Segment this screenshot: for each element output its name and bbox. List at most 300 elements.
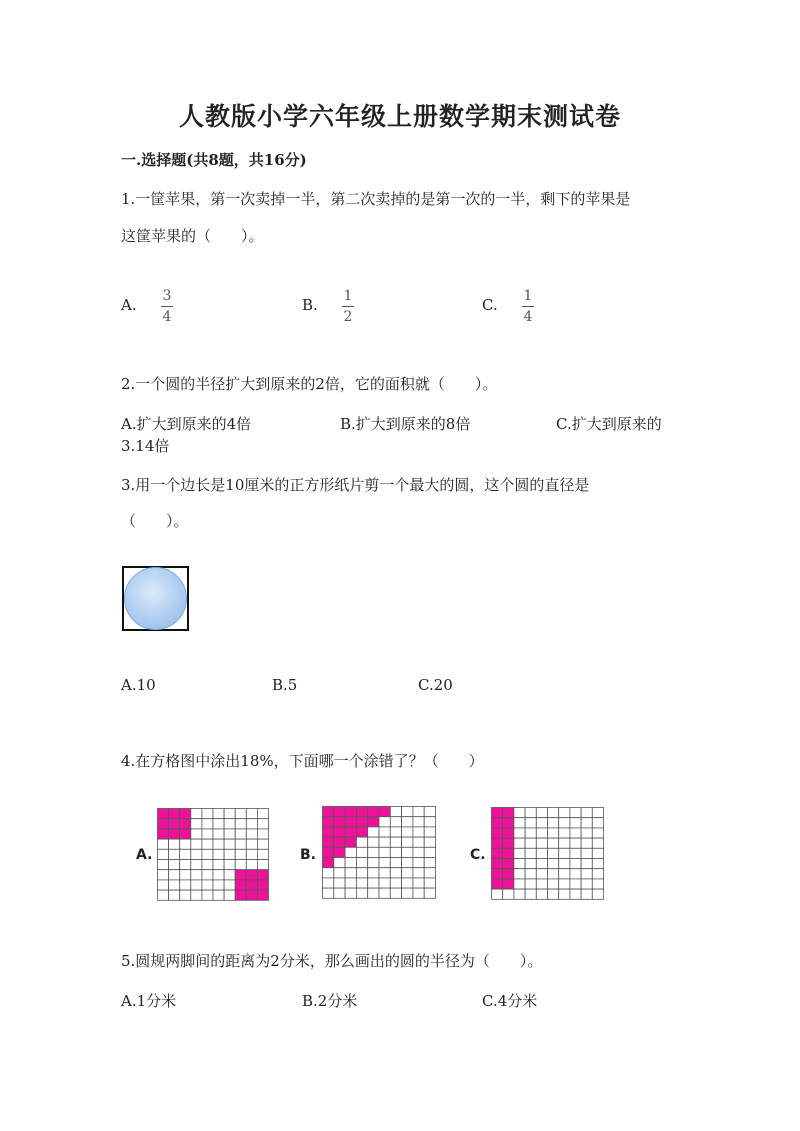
grid-cell — [202, 880, 213, 890]
fraction-bar — [161, 306, 173, 307]
grid-cell — [224, 870, 235, 880]
grid-cell — [424, 858, 435, 868]
question-4-text: 4.在方格图中涂出18%，下面哪一个涂错了？（ ） — [121, 752, 484, 770]
grid-cell — [390, 827, 401, 837]
grid-cell — [246, 880, 257, 890]
grid-cell — [379, 858, 390, 868]
grid-cell — [213, 819, 224, 829]
grid-cell — [246, 890, 257, 900]
grid-cell — [368, 858, 379, 868]
q5-option-b: B.2分米 — [302, 992, 358, 1010]
grid-cell — [503, 838, 514, 848]
grid-cell — [169, 880, 180, 890]
grid-cell — [559, 818, 570, 828]
grid-cell — [536, 859, 547, 869]
grid-cell — [257, 829, 268, 839]
grid-cell — [368, 868, 379, 878]
grid-cell — [246, 839, 257, 849]
grid-cell — [492, 859, 503, 869]
grid-cell — [402, 888, 413, 898]
grid-cell — [390, 878, 401, 888]
q3-option-a: A.10 — [121, 676, 156, 694]
grid-cell — [503, 848, 514, 858]
grid-cell — [424, 817, 435, 827]
grid-cell — [180, 860, 191, 870]
grid-cell — [559, 848, 570, 858]
grid-cell — [235, 880, 246, 890]
fraction-bar — [342, 306, 354, 307]
grid-cell — [581, 838, 592, 848]
grid-cell — [525, 859, 536, 869]
grid-cell — [345, 868, 356, 878]
grid-cell — [424, 837, 435, 847]
grid-cell — [202, 839, 213, 849]
grid-cell — [525, 879, 536, 889]
grid-cell — [525, 808, 536, 818]
grid-cell — [570, 818, 581, 828]
grid-cell — [402, 807, 413, 817]
grid-cell — [169, 849, 180, 859]
grid-cell — [345, 888, 356, 898]
grid-cell — [536, 818, 547, 828]
grid-cell — [356, 878, 367, 888]
grid-cell — [390, 807, 401, 817]
grid-cell — [235, 870, 246, 880]
grid-cell — [334, 817, 345, 827]
grid-cell — [368, 817, 379, 827]
grid-cell — [246, 819, 257, 829]
grid-cell — [503, 818, 514, 828]
grid-cell — [368, 878, 379, 888]
grid-cell — [180, 880, 191, 890]
grid-cell — [323, 807, 334, 817]
grid-cell — [581, 869, 592, 879]
grid-a-label: A. — [136, 847, 153, 863]
grid-cell — [323, 837, 334, 847]
grid-cell — [202, 890, 213, 900]
q1-option-a-denominator: 4 — [162, 309, 172, 325]
grid-cell — [379, 847, 390, 857]
q2-option-a: A.扩大到原来的4倍 — [121, 415, 252, 433]
grid-cell — [402, 858, 413, 868]
grid-cell — [559, 838, 570, 848]
q1-option-a-label: A. — [121, 296, 137, 314]
grid-cell — [345, 837, 356, 847]
q1-option-c-label: C. — [482, 296, 498, 314]
grid-cell — [180, 849, 191, 859]
grid-cell — [356, 847, 367, 857]
grid-cell — [235, 849, 246, 859]
grid-cell — [424, 868, 435, 878]
grid-cell — [559, 828, 570, 838]
grid-cell — [559, 859, 570, 869]
grid-cell — [525, 838, 536, 848]
grid-cell — [592, 818, 603, 828]
grid-cell — [257, 839, 268, 849]
grid-cell — [158, 890, 169, 900]
grid-cell — [323, 858, 334, 868]
grid-cell — [224, 890, 235, 900]
grid-cell — [235, 860, 246, 870]
grid-cell — [379, 817, 390, 827]
grid-cell — [503, 828, 514, 838]
grid-cell — [257, 849, 268, 859]
grid-cell — [191, 870, 202, 880]
grid-cell — [592, 838, 603, 848]
grid-cell — [413, 827, 424, 837]
grid-cell — [323, 827, 334, 837]
question-3-line1: 3.用一个边长是10厘米的正方形纸片剪一个最大的圆，这个圆的直径是 — [121, 476, 590, 494]
grid-cell — [334, 807, 345, 817]
inscribed-circle — [125, 568, 187, 630]
grid-cell — [525, 848, 536, 858]
q2-option-c-wrap: 3.14倍 — [121, 437, 170, 455]
grid-cell — [191, 880, 202, 890]
grid-cell — [379, 827, 390, 837]
grid-cell — [169, 809, 180, 819]
grid-cell — [224, 829, 235, 839]
grid-cell — [559, 879, 570, 889]
grid-cell — [224, 849, 235, 859]
grid-cell — [402, 878, 413, 888]
grid-cell — [492, 848, 503, 858]
grid-cell — [169, 819, 180, 829]
grid-cell — [356, 858, 367, 868]
grid-cell — [345, 858, 356, 868]
grid-cell — [379, 837, 390, 847]
grid-cell — [213, 829, 224, 839]
grid-cell — [323, 878, 334, 888]
grid-cell — [180, 870, 191, 880]
grid-cell — [334, 837, 345, 847]
grid-cell — [257, 880, 268, 890]
grid-cell — [368, 888, 379, 898]
grid-cell — [368, 847, 379, 857]
grid-cell — [379, 807, 390, 817]
grid-cell — [492, 828, 503, 838]
grid-cell — [390, 847, 401, 857]
grid-cell — [191, 890, 202, 900]
grid-cell — [191, 839, 202, 849]
grid-cell — [514, 838, 525, 848]
q1-option-a-fraction — [161, 289, 173, 324]
grid-cell — [548, 848, 559, 858]
grid-cell — [390, 868, 401, 878]
grid-cell — [413, 847, 424, 857]
grid-cell — [334, 827, 345, 837]
grid-cell — [559, 889, 570, 899]
grid-cell — [592, 869, 603, 879]
grid-cell — [402, 847, 413, 857]
grid-cell — [368, 837, 379, 847]
grid-cell — [356, 817, 367, 827]
grid-cell — [257, 809, 268, 819]
grid-cell — [514, 828, 525, 838]
grid-cell — [492, 889, 503, 899]
grid-cell — [235, 839, 246, 849]
grid-cell — [413, 817, 424, 827]
grid-cell — [345, 827, 356, 837]
grid-cell — [514, 869, 525, 879]
grid-cell — [191, 809, 202, 819]
grid-c-figure — [491, 807, 605, 901]
grid-cell — [235, 890, 246, 900]
question-3-line2: （ ）。 — [121, 512, 189, 530]
grid-cell — [345, 878, 356, 888]
grid-cell — [570, 889, 581, 899]
grid-cell — [213, 860, 224, 870]
grid-cell — [169, 839, 180, 849]
grid-cell — [158, 839, 169, 849]
section-heading: 一.选择题(共8题，共16分) — [121, 151, 307, 169]
q1-option-a-numerator: 3 — [162, 288, 172, 304]
grid-cell — [158, 849, 169, 859]
grid-cell — [503, 859, 514, 869]
grid-cell — [503, 879, 514, 889]
grid-cell — [570, 879, 581, 889]
grid-cell — [379, 868, 390, 878]
grid-cell — [224, 819, 235, 829]
grid-cell — [158, 819, 169, 829]
grid-cell — [202, 829, 213, 839]
grid-cell — [413, 878, 424, 888]
grid-cell — [525, 889, 536, 899]
grid-cell — [246, 829, 257, 839]
grid-cell — [158, 860, 169, 870]
grid-cell — [334, 878, 345, 888]
grid-cell — [390, 837, 401, 847]
grid-cell — [559, 808, 570, 818]
grid-cell — [323, 868, 334, 878]
grid-cell — [246, 870, 257, 880]
grid-cell — [213, 849, 224, 859]
grid-cell — [592, 808, 603, 818]
grid-cell — [356, 807, 367, 817]
grid-cell — [180, 819, 191, 829]
grid-cell — [180, 809, 191, 819]
grid-cell — [514, 818, 525, 828]
grid-cell — [390, 817, 401, 827]
grid-cell — [402, 868, 413, 878]
grid-cell — [503, 869, 514, 879]
grid-cell — [379, 878, 390, 888]
q2-option-c: C.扩大到原来的 — [556, 415, 662, 433]
grid-cell — [257, 890, 268, 900]
grid-cell — [548, 879, 559, 889]
grid-cell — [213, 870, 224, 880]
q5-option-a: A.1分米 — [121, 992, 177, 1010]
grid-cell — [536, 808, 547, 818]
grid-cell — [356, 837, 367, 847]
grid-cell — [525, 869, 536, 879]
circle-in-square-figure — [121, 565, 191, 633]
grid-cell — [570, 869, 581, 879]
grid-cell — [390, 888, 401, 898]
grid-cell — [492, 869, 503, 879]
q1-option-c-denominator: 4 — [523, 309, 533, 325]
q3-option-c: C.20 — [418, 676, 453, 694]
grid-cell — [191, 860, 202, 870]
grid-cell — [356, 827, 367, 837]
grid-cell — [536, 889, 547, 899]
grid-cell — [548, 838, 559, 848]
grid-cell — [581, 828, 592, 838]
grid-cell — [570, 808, 581, 818]
grid-cell — [180, 890, 191, 900]
grid-cell — [368, 827, 379, 837]
grid-cell — [592, 828, 603, 838]
grid-cell — [548, 869, 559, 879]
grid-cell — [424, 827, 435, 837]
grid-cell — [202, 819, 213, 829]
grid-cell — [514, 808, 525, 818]
grid-cell — [536, 828, 547, 838]
grid-cell — [525, 828, 536, 838]
grid-cell — [191, 849, 202, 859]
grid-cell — [413, 858, 424, 868]
grid-cell — [345, 817, 356, 827]
page-title: 人教版小学六年级上册数学期末测试卷 — [178, 102, 621, 131]
grid-cell — [323, 817, 334, 827]
grid-cell — [334, 847, 345, 857]
grid-a-figure — [157, 808, 270, 902]
grid-cell — [492, 808, 503, 818]
grid-cell — [202, 860, 213, 870]
grid-cell — [334, 858, 345, 868]
grid-cell — [224, 860, 235, 870]
grid-cell — [570, 838, 581, 848]
grid-cell — [191, 829, 202, 839]
grid-cell — [345, 847, 356, 857]
grid-cell — [402, 827, 413, 837]
grid-cell — [536, 879, 547, 889]
grid-cell — [536, 848, 547, 858]
grid-cell — [413, 868, 424, 878]
grid-cell — [525, 818, 536, 828]
grid-cell — [581, 808, 592, 818]
grid-cell — [334, 888, 345, 898]
grid-cell — [158, 870, 169, 880]
q5-option-c: C.4分米 — [482, 992, 538, 1010]
grid-cell — [323, 888, 334, 898]
grid-cell — [503, 889, 514, 899]
grid-c-label: C. — [470, 847, 486, 863]
grid-cell — [581, 879, 592, 889]
grid-cell — [548, 818, 559, 828]
grid-cell — [169, 829, 180, 839]
grid-cell — [424, 878, 435, 888]
grid-cell — [213, 890, 224, 900]
grid-cell — [548, 808, 559, 818]
grid-cell — [592, 848, 603, 858]
grid-cell — [570, 848, 581, 858]
grid-cell — [570, 828, 581, 838]
grid-cell — [492, 838, 503, 848]
grid-cell — [402, 817, 413, 827]
grid-cell — [581, 889, 592, 899]
grid-cell — [503, 808, 514, 818]
grid-cell — [592, 889, 603, 899]
grid-cell — [202, 849, 213, 859]
grid-cell — [581, 818, 592, 828]
grid-cell — [536, 869, 547, 879]
grid-cell — [202, 870, 213, 880]
grid-cell — [592, 859, 603, 869]
grid-cell — [213, 809, 224, 819]
grid-cell — [492, 818, 503, 828]
grid-cell — [246, 809, 257, 819]
grid-cell — [246, 849, 257, 859]
grid-cell — [424, 807, 435, 817]
question-1-line1: 1.一筐苹果，第一次卖掉一半，第二次卖掉的是第一次的一半，剩下的苹果是 — [121, 190, 631, 208]
grid-cell — [548, 889, 559, 899]
grid-cell — [424, 847, 435, 857]
grid-cell — [158, 829, 169, 839]
q1-option-b-denominator: 2 — [343, 309, 353, 325]
grid-cell — [224, 809, 235, 819]
q1-option-c-fraction — [522, 289, 534, 324]
grid-cell — [224, 839, 235, 849]
grid-cell — [235, 809, 246, 819]
grid-cell — [213, 839, 224, 849]
grid-cell — [246, 860, 257, 870]
grid-cell — [570, 859, 581, 869]
grid-cell — [514, 889, 525, 899]
grid-cell — [379, 888, 390, 898]
grid-b-label: B. — [300, 847, 316, 863]
q1-option-b-label: B. — [302, 296, 318, 314]
grid-cell — [169, 890, 180, 900]
grid-cell — [224, 880, 235, 890]
grid-cell — [356, 868, 367, 878]
grid-cell — [548, 859, 559, 869]
grid-cell — [158, 880, 169, 890]
grid-cell — [345, 807, 356, 817]
grid-cell — [323, 847, 334, 857]
grid-cell — [257, 860, 268, 870]
question-1-line2: 这筐苹果的（ ）。 — [121, 227, 264, 245]
q1-option-c-numerator: 1 — [523, 288, 533, 304]
grid-cell — [180, 839, 191, 849]
grid-cell — [413, 888, 424, 898]
grid-cell — [581, 848, 592, 858]
grid-cell — [356, 888, 367, 898]
grid-cell — [334, 868, 345, 878]
grid-cell — [548, 828, 559, 838]
grid-cell — [368, 807, 379, 817]
grid-cell — [202, 809, 213, 819]
grid-cell — [592, 879, 603, 889]
grid-cell — [257, 819, 268, 829]
grid-cell — [424, 888, 435, 898]
grid-cell — [235, 829, 246, 839]
q3-option-b: B.5 — [272, 676, 298, 694]
grid-cell — [492, 879, 503, 889]
grid-cell — [180, 829, 191, 839]
fraction-bar — [522, 306, 534, 307]
grid-cell — [257, 870, 268, 880]
grid-cell — [235, 819, 246, 829]
grid-cell — [514, 859, 525, 869]
grid-cell — [213, 880, 224, 890]
grid-cell — [514, 848, 525, 858]
question-5-text: 5.圆规两脚间的距离为2分米，那么画出的圆的半径为（ ）。 — [121, 952, 543, 970]
grid-cell — [191, 819, 202, 829]
grid-cell — [413, 807, 424, 817]
grid-cell — [169, 860, 180, 870]
grid-cell — [559, 869, 570, 879]
question-2-text: 2.一个圆的半径扩大到原来的2倍，它的面积就（ ）。 — [121, 375, 498, 393]
